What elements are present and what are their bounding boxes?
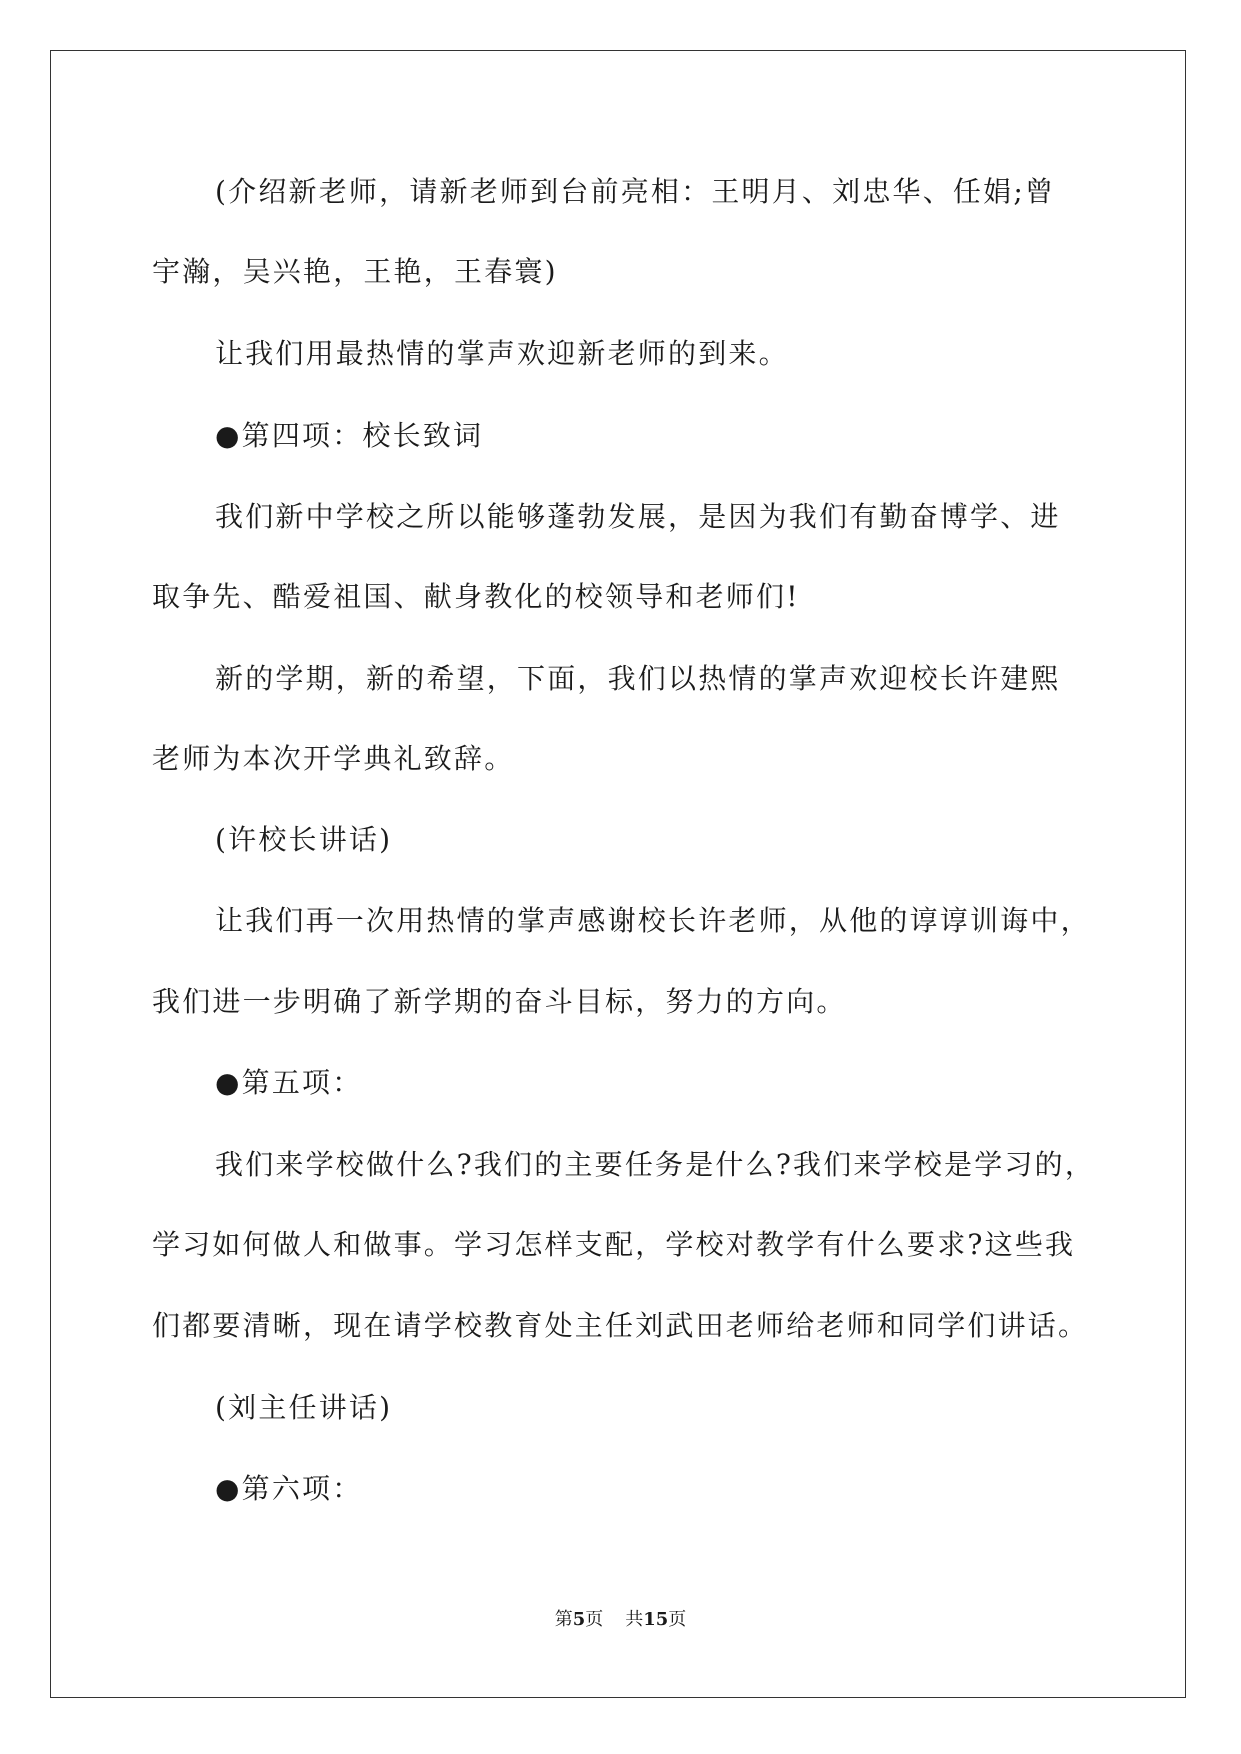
section-heading-item-4: ●第四项：校长致词 <box>215 419 484 452</box>
total-label-prefix: 共 <box>625 1609 644 1630</box>
page-footer <box>0 1608 1241 1632</box>
total-page-count: 15 <box>643 1609 669 1630</box>
page-label-prefix: 第 <box>554 1609 573 1630</box>
page-label-suffix: 页 <box>585 1609 604 1630</box>
paragraph-school-development: 我们新中学校之所以能够蓬勃发展，是因为我们有勤奋博学、进 <box>215 500 1061 533</box>
paragraph-thanks-principal: 让我们再一次用热情的掌声感谢校长许老师，从他的谆谆训诲中， <box>215 904 1091 937</box>
section-heading-item-6: ●第六项： <box>215 1472 363 1505</box>
paragraph-thanks-principal-cont: 我们进一步明确了新学期的奋斗目标，努力的方向。 <box>152 985 847 1018</box>
total-label-suffix: 页 <box>668 1609 687 1630</box>
page-border <box>50 50 1186 1698</box>
paragraph-principal-speech: (许校长讲话) <box>215 823 393 856</box>
paragraph-why-school-cont-2: 们都要清晰，现在请学校教育处主任刘武田老师给老师和同学们讲话。 <box>152 1309 1089 1342</box>
paragraph-why-school: 我们来学校做什么?我们的主要任务是什么?我们来学校是学习的， <box>215 1148 1096 1181</box>
paragraph-director-speech: (刘主任讲话) <box>215 1391 393 1424</box>
paragraph-new-teachers-intro-cont: 宇瀚，吴兴艳，王艳，王春寰) <box>152 255 558 288</box>
paragraph-school-development-cont: 取争先、酷爱祖国、献身教化的校领导和老师们! <box>152 580 800 613</box>
paragraph-new-semester-cont: 老师为本次开学典礼致辞。 <box>152 742 515 775</box>
section-heading-item-5: ●第五项： <box>215 1066 363 1099</box>
paragraph-why-school-cont-1: 学习如何做人和做事。学习怎样支配，学校对教学有什么要求?这些我 <box>152 1228 1076 1261</box>
paragraph-new-teachers-intro: (介绍新老师，请新老师到台前亮相：王明月、刘忠华、任娟;曾 <box>215 175 1056 208</box>
paragraph-welcome-new-teachers: 让我们用最热情的掌声欢迎新老师的到来。 <box>215 337 789 370</box>
current-page-number: 5 <box>572 1609 586 1630</box>
paragraph-new-semester: 新的学期，新的希望，下面，我们以热情的掌声欢迎校长许建熙 <box>215 662 1061 695</box>
